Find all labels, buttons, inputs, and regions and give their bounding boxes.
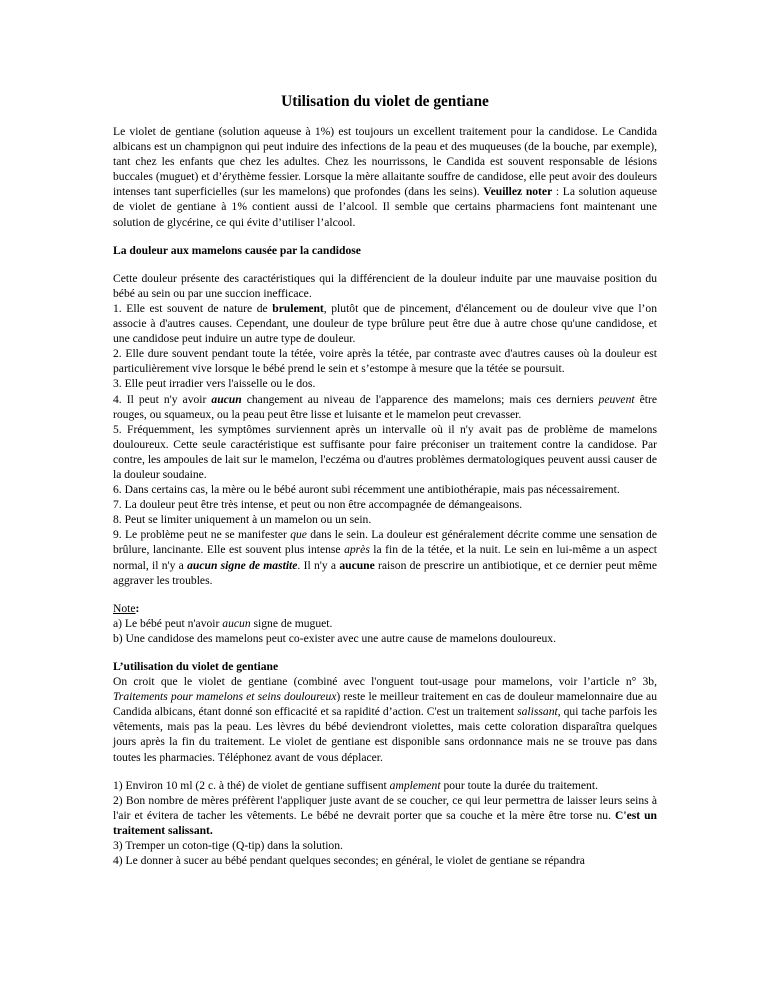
steps-list (113, 778, 657, 869)
note-block (113, 601, 657, 646)
list-item: 2. Elle dure souvent pendant toute la tétée, voire après la tétée, par contraste avec d'autres causes où la douleur est particulièrement vive lorsque le bébé prend le sein et s’estompe à mesure que la tétée se poursuit. (113, 347, 657, 376)
note-item-b: b) Une candidose des mamelons peut co-exister avec une autre cause de mamelons douloureux. (113, 631, 556, 645)
usage-section (113, 659, 657, 765)
list-item: 5. Fréquemment, les symptômes surviennent après un intervalle où il n'y avait pas de problème de mamelons douloureux. Cette seule caractéristique est suffisante pour faire préconiser un traitement contre la candidose. Par contre, les ampoules de lait sur le mamelon, l'eczéma ou d'autres problèmes dermatologiques peuvent aussi causer de la douleur soudaine. (113, 422, 657, 481)
list-item: 6. Dans certains cas, la mère ou le bébé auront subi récemment une antibiothérapie, mais pas nécessairement. (113, 483, 620, 497)
intro-text: Le violet de gentiane (solution aqueuse à 1%) est toujours un excellent traitement pour la candidose. Le Candida albicans est un champignon qui peut induire des infections de la peau et des muqueuses (de la bouche, par exemple), tant chez les enfants que chez les adultes. Chez les nourrissons, le Candida est souvent responsable de lésions buccales (muguet) et d’érythème fessier. Lorsque la mère allaitante souffre de candidose, elle peut avoir des douleurs intenses tant superficielles (sur les mamelons) que profondes (dans les seins). (113, 125, 657, 199)
page-title: Utilisation du violet de gentiane (281, 93, 489, 110)
list-item: 4. Il peut n'y avoir aucun changement au niveau de l'apparence des mamelons; mais ces derniers peuvent être rouges, ou squameux, ou la peau peut être lisse et luisante et le mamelon peut crevasser. (113, 392, 658, 421)
list-item: 1. Elle est souvent de nature de brulement, plutôt que de pincement, d'élancement ou de douleur vive que l’on associe à d'autres causes. Cependant, une douleur de type brûlure peut être due à autre chose qu'une candidose, et une candidose peut induire un autre type de douleur. (113, 301, 658, 346)
list-item: 1) Environ 10 ml (2 c. à thé) de violet de gentiane suffisent amplement pour toute la durée du traitement. (113, 778, 598, 792)
note-label: Veuillez noter (483, 185, 553, 199)
list-item: 3) Tremper un coton-tige (Q-tip) dans la solution. (113, 839, 343, 853)
intro-paragraph (113, 124, 657, 230)
pain-lead: Cette douleur présente des caractéristiques qui la différencient de la douleur induite par une mauvaise position du bébé au sein ou par une succion inefficace. (113, 271, 657, 300)
list-item: 8. Peut se limiter uniquement à un mamelon ou un sein. (113, 513, 372, 527)
list-item: 3. Elle peut irradier vers l'aisselle ou le dos. (113, 377, 316, 391)
usage-paragraph: On croit que le violet de gentiane (combiné avec l'onguent tout-usage pour mamelons, voir l’article n° 3b, Traitements pour mamelons et seins douloureux) reste le meilleur traitement en cas de douleur mamelonnaire due au Candida albicans, étant donné son efficacité et sa rapidité d’action. C'est un traitement salissant, qui tache parfois les vêtements, mais pas la peau. Les lèvres du bébé deviendront violettes, mais cette coloration disparaîtra quelques jours après la fin du traitement. Le violet de gentiane est disponible sans ordonnance mais ne se trouve pas dans toutes les pharmacies. Téléphonez avant de vous déplacer. (113, 675, 657, 764)
section-heading-usage: L’utilisation du violet de gentiane (113, 660, 279, 673)
pain-list (113, 271, 657, 588)
list-item: 9. Le problème peut ne se manifester que dans le sein. La douleur est généralement décrite comme une sensation de brûlure, lancinante. Elle est souvent plus intense après la fin de la tétée, et la nuit. Le sein en lui-même a un aspect normal, il n'y a aucun signe de mastite. Il n'y a aucune raison de prescrire un antibiotique, et ce dernier peut même aggraver les troubles. (113, 528, 658, 587)
section-heading-pain: La douleur aux mamelons causée par la candidose (113, 243, 361, 257)
list-item: 4) Le donner à sucer au bébé pendant quelques secondes; en général, le violet de gentiane se répandra (113, 854, 585, 868)
document-body (113, 80, 657, 881)
note-item-a: a) Le bébé peut n'avoir aucun signe de muguet. (113, 616, 333, 630)
note-text: : La solution aqueuse de violet de gentiane à 1% contient aussi de l’alcool. Il semble que certains pharmaciens font maintenant une solution de glycérine, ce qui évite d’utiliser l’alcool. (113, 185, 658, 229)
note-heading: Note: (113, 601, 140, 615)
list-item: 7. La douleur peut être très intense, et peut ou non être accompagnée de démangeaisons. (113, 498, 523, 512)
list-item: 2) Bon nombre de mères préfèrent l'appliquer juste avant de se coucher, ce qui leur permettra de laisser leurs seins à l'air et évitera de tacher les vêtements. Le bébé ne devrait porter que sa couche et la mère être torse nu. C'est un traitement salissant. (113, 793, 657, 837)
